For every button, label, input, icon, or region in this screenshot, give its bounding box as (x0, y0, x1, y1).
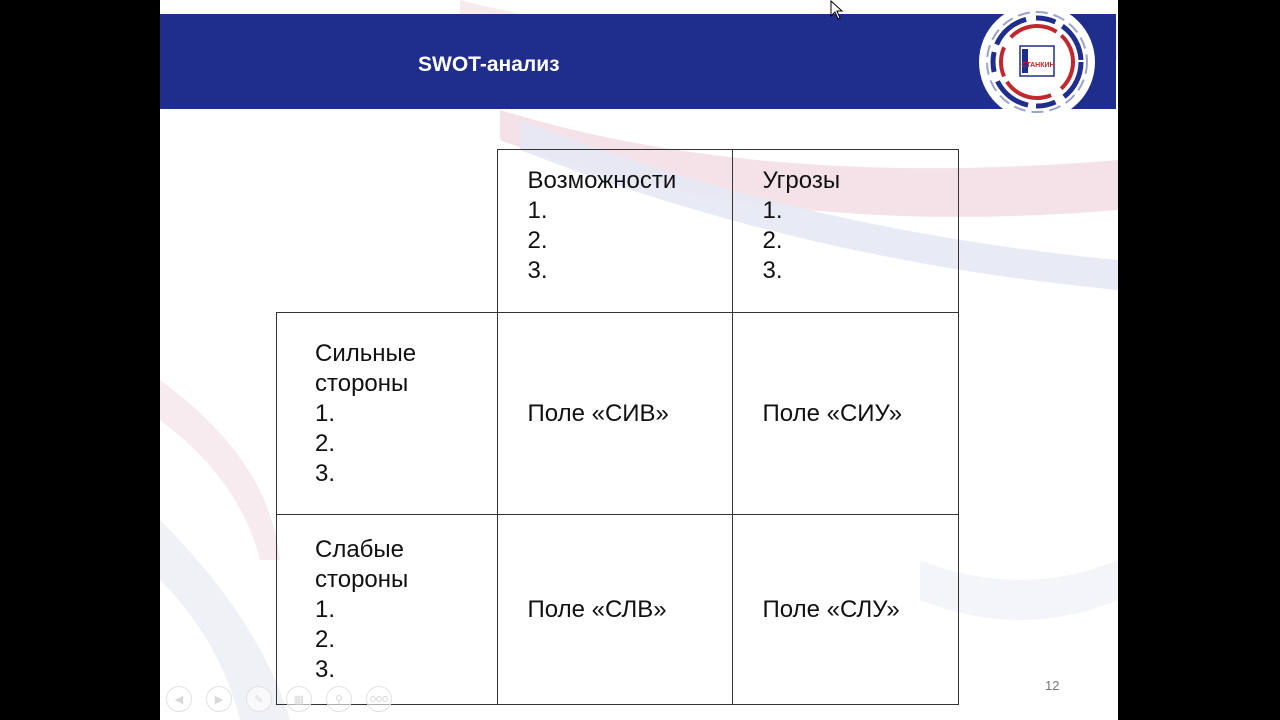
mouse-cursor-icon (830, 0, 844, 20)
st-field-cell (732, 313, 958, 515)
threats-item: 3. (762, 257, 783, 284)
weaknesses-heading: стороны (315, 566, 409, 593)
more-icon[interactable]: ooo (366, 686, 392, 712)
wt-field-cell (732, 515, 958, 705)
svg-text:СТАНКИН: СТАНКИН (1021, 62, 1055, 69)
threats-item: 1. (762, 197, 783, 224)
strengths-item: 2. (315, 430, 336, 457)
threats-item: 2. (762, 227, 783, 254)
empty-corner-cell (277, 150, 498, 313)
slide (160, 0, 1118, 720)
strengths-cell (277, 313, 498, 515)
strengths-heading: стороны (315, 370, 409, 397)
wt-field-label: Поле «СЛУ» (762, 595, 900, 623)
strengths-item: 3. (315, 460, 336, 487)
weaknesses-heading: Слабые (315, 536, 405, 563)
wo-field-label: Поле «СЛВ» (527, 595, 667, 623)
opportunities-item: 1. (527, 197, 548, 224)
swot-matrix (276, 149, 959, 705)
opportunities-cell (497, 150, 732, 313)
slideshow-controls (166, 686, 392, 712)
stankin-logo (972, 2, 1102, 122)
slides-icon[interactable]: ▦ (286, 686, 312, 712)
strengths-heading: Сильные (315, 340, 417, 367)
opportunities-item: 2. (527, 227, 548, 254)
st-field-label: Поле «СИУ» (762, 399, 903, 427)
opportunities-heading: Возможности (527, 167, 677, 194)
strengths-item: 1. (315, 400, 336, 427)
pen-icon[interactable]: ✎ (246, 686, 272, 712)
weaknesses-item: 3. (315, 656, 336, 683)
weaknesses-item: 1. (315, 596, 336, 623)
wo-field-cell (497, 515, 732, 705)
opportunities-item: 3. (527, 257, 548, 284)
arrow-left-icon[interactable]: ◀ (166, 686, 192, 712)
threats-cell (732, 150, 958, 313)
so-field-cell (497, 313, 732, 515)
weaknesses-cell (277, 515, 498, 705)
page-number: 12 (1045, 678, 1060, 693)
threats-heading: Угрозы (762, 167, 841, 194)
weaknesses-item: 2. (315, 626, 336, 653)
zoom-icon[interactable]: ⚲ (326, 686, 352, 712)
so-field-label: Поле «СИВ» (527, 399, 669, 427)
arrow-right-icon[interactable]: ▶ (206, 686, 232, 712)
slide-title: SWOT-анализ (418, 53, 560, 76)
